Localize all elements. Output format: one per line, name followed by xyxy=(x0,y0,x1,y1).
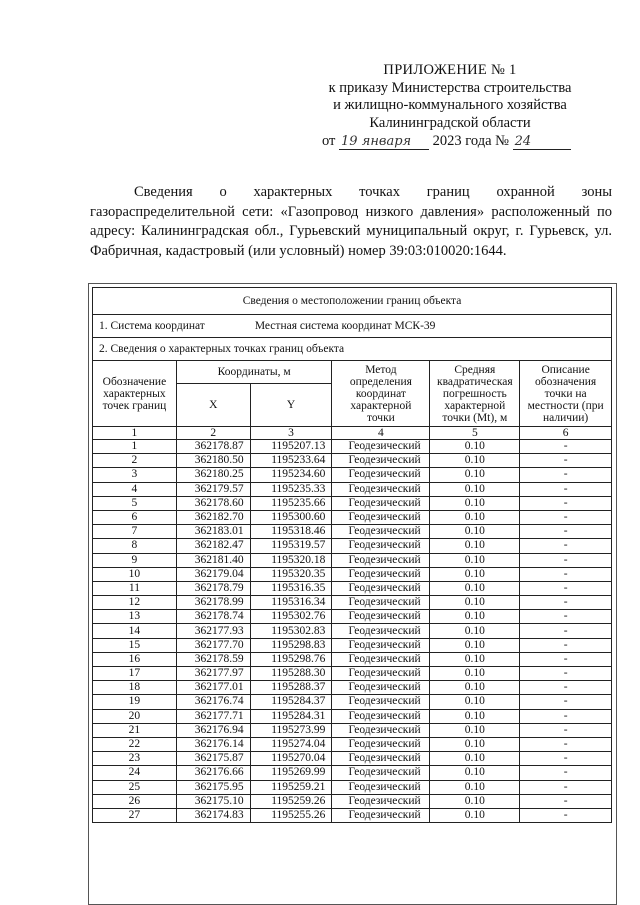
description-cell: - xyxy=(520,709,612,723)
x-coord-cell: 362175.95 xyxy=(176,780,250,794)
header-error: Средняя квадратическая погрешность характерной точки (Mt), м xyxy=(430,361,520,427)
description-cell: - xyxy=(520,667,612,681)
column-number: 3 xyxy=(250,427,332,440)
y-coord-cell: 1195320.35 xyxy=(250,567,332,581)
x-coord-cell: 362180.50 xyxy=(176,454,250,468)
error-cell: 0.10 xyxy=(430,440,520,454)
error-cell: 0.10 xyxy=(430,695,520,709)
point-id-cell: 18 xyxy=(93,681,177,695)
description-cell: - xyxy=(520,652,612,666)
error-cell: 0.10 xyxy=(430,752,520,766)
method-cell: Геодезический xyxy=(332,482,430,496)
method-cell: Геодезический xyxy=(332,567,430,581)
x-coord-cell: 362176.94 xyxy=(176,723,250,737)
description-cell: - xyxy=(520,539,612,553)
table-row xyxy=(93,667,612,681)
x-coord-cell: 362174.83 xyxy=(176,808,250,822)
error-cell: 0.10 xyxy=(430,482,520,496)
description-cell: - xyxy=(520,723,612,737)
error-cell: 0.10 xyxy=(430,581,520,595)
method-cell: Геодезический xyxy=(332,709,430,723)
column-number: 2 xyxy=(176,427,250,440)
x-coord-cell: 362175.10 xyxy=(176,794,250,808)
handwritten-number: 24 xyxy=(513,134,571,150)
method-cell: Геодезический xyxy=(332,780,430,794)
x-coord-cell: 362178.60 xyxy=(176,496,250,510)
appendix-title: ПРИЛОЖЕНИЕ № 1 xyxy=(383,62,517,78)
point-id-cell: 8 xyxy=(93,539,177,553)
method-cell: Геодезический xyxy=(332,525,430,539)
y-coord-cell: 1195288.30 xyxy=(250,667,332,681)
point-id-cell: 7 xyxy=(93,525,177,539)
header-point: Обозначение характерных точек границ xyxy=(93,361,177,427)
points-title: 2. Сведения о характерных точках границ объекта xyxy=(93,338,612,361)
method-cell: Геодезический xyxy=(332,652,430,666)
description-cell: - xyxy=(520,752,612,766)
point-id-cell: 23 xyxy=(93,752,177,766)
x-coord-cell: 362178.99 xyxy=(176,596,250,610)
y-coord-cell: 1195298.76 xyxy=(250,652,332,666)
error-cell: 0.10 xyxy=(430,723,520,737)
error-cell: 0.10 xyxy=(430,780,520,794)
description-cell: - xyxy=(520,496,612,510)
header-description: Описание обозначения точки на местности (при наличии) xyxy=(520,361,612,427)
header-coords: Координаты, м xyxy=(176,361,332,384)
method-cell: Геодезический xyxy=(332,695,430,709)
date-prefix: от xyxy=(322,133,336,149)
error-cell: 0.10 xyxy=(430,681,520,695)
table-row xyxy=(93,440,612,454)
error-cell: 0.10 xyxy=(430,652,520,666)
error-cell: 0.10 xyxy=(430,539,520,553)
method-cell: Геодезический xyxy=(332,581,430,595)
error-cell: 0.10 xyxy=(430,808,520,822)
x-coord-cell: 362180.25 xyxy=(176,468,250,482)
point-id-cell: 6 xyxy=(93,510,177,524)
date-middle: 2023 года № xyxy=(432,133,509,149)
table-body xyxy=(93,440,612,823)
description-cell: - xyxy=(520,581,612,595)
error-cell: 0.10 xyxy=(430,496,520,510)
method-cell: Геодезический xyxy=(332,454,430,468)
y-coord-cell: 1195233.64 xyxy=(250,454,332,468)
error-cell: 0.10 xyxy=(430,525,520,539)
point-id-cell: 22 xyxy=(93,737,177,751)
y-coord-cell: 1195319.57 xyxy=(250,539,332,553)
method-cell: Геодезический xyxy=(332,468,430,482)
intro-paragraph xyxy=(90,183,612,261)
column-number: 5 xyxy=(430,427,520,440)
description-cell: - xyxy=(520,780,612,794)
point-id-cell: 12 xyxy=(93,596,177,610)
y-coord-cell: 1195235.33 xyxy=(250,482,332,496)
table-row xyxy=(93,610,612,624)
y-coord-cell: 1195274.04 xyxy=(250,737,332,751)
method-cell: Геодезический xyxy=(332,638,430,652)
x-coord-cell: 362176.14 xyxy=(176,737,250,751)
y-coord-cell: 1195302.83 xyxy=(250,624,332,638)
y-coord-cell: 1195318.46 xyxy=(250,525,332,539)
point-id-cell: 13 xyxy=(93,610,177,624)
table-row xyxy=(93,454,612,468)
table-row xyxy=(93,624,612,638)
x-coord-cell: 362182.70 xyxy=(176,510,250,524)
table-row xyxy=(93,808,612,822)
error-cell: 0.10 xyxy=(430,638,520,652)
x-coord-cell: 362182.47 xyxy=(176,539,250,553)
error-cell: 0.10 xyxy=(430,624,520,638)
y-coord-cell: 1195320.18 xyxy=(250,553,332,567)
description-cell: - xyxy=(520,440,612,454)
x-coord-cell: 362177.01 xyxy=(176,681,250,695)
description-cell: - xyxy=(520,681,612,695)
description-cell: - xyxy=(520,482,612,496)
method-cell: Геодезический xyxy=(332,610,430,624)
point-id-cell: 17 xyxy=(93,667,177,681)
method-cell: Геодезический xyxy=(332,794,430,808)
x-coord-cell: 362179.04 xyxy=(176,567,250,581)
point-id-cell: 26 xyxy=(93,794,177,808)
y-coord-cell: 1195316.34 xyxy=(250,596,332,610)
header-line-4: Калининградской области xyxy=(369,114,531,131)
x-coord-cell: 362176.74 xyxy=(176,695,250,709)
description-cell: - xyxy=(520,737,612,751)
error-cell: 0.10 xyxy=(430,610,520,624)
method-cell: Геодезический xyxy=(332,766,430,780)
y-coord-cell: 1195284.37 xyxy=(250,695,332,709)
method-cell: Геодезический xyxy=(332,553,430,567)
error-cell: 0.10 xyxy=(430,553,520,567)
description-cell: - xyxy=(520,596,612,610)
x-coord-cell: 362178.87 xyxy=(176,440,250,454)
description-cell: - xyxy=(520,525,612,539)
header-line-3: и жилищно-коммунального хозяйства xyxy=(333,97,567,113)
error-cell: 0.10 xyxy=(430,596,520,610)
table-row xyxy=(93,752,612,766)
error-cell: 0.10 xyxy=(430,737,520,751)
x-coord-cell: 362178.79 xyxy=(176,581,250,595)
error-cell: 0.10 xyxy=(430,468,520,482)
description-cell: - xyxy=(520,610,612,624)
y-coord-cell: 1195269.99 xyxy=(250,766,332,780)
method-cell: Геодезический xyxy=(332,723,430,737)
boundary-points-table xyxy=(92,287,612,823)
intro-text: Сведения о характерных точках границ охранной зоны газораспределительной сети: «Газопровод низкого давления» расположенный по адресу: Калининградская обл., Гурьевский муниципальный округ, г. Гурьевск, ул. Фабричная, кадастровый (или условный) номер 39:03:010020:1644. xyxy=(90,184,612,259)
point-id-cell: 19 xyxy=(93,695,177,709)
description-cell: - xyxy=(520,695,612,709)
point-id-cell: 11 xyxy=(93,581,177,595)
table-row xyxy=(93,737,612,751)
x-coord-cell: 362181.40 xyxy=(176,553,250,567)
table-row xyxy=(93,510,612,524)
error-cell: 0.10 xyxy=(430,667,520,681)
method-cell: Геодезический xyxy=(332,667,430,681)
x-coord-cell: 362179.57 xyxy=(176,482,250,496)
point-id-cell: 20 xyxy=(93,709,177,723)
method-cell: Геодезический xyxy=(332,440,430,454)
x-coord-cell: 362176.66 xyxy=(176,766,250,780)
table-row xyxy=(93,794,612,808)
y-coord-cell: 1195207.13 xyxy=(250,440,332,454)
x-coord-cell: 362177.71 xyxy=(176,709,250,723)
column-number: 4 xyxy=(332,427,430,440)
description-cell: - xyxy=(520,808,612,822)
table-row xyxy=(93,553,612,567)
x-coord-cell: 362177.70 xyxy=(176,638,250,652)
table-row xyxy=(93,695,612,709)
description-cell: - xyxy=(520,766,612,780)
point-id-cell: 27 xyxy=(93,808,177,822)
method-cell: Геодезический xyxy=(332,752,430,766)
table-row xyxy=(93,652,612,666)
description-cell: - xyxy=(520,624,612,638)
column-number: 6 xyxy=(520,427,612,440)
point-id-cell: 1 xyxy=(93,440,177,454)
x-coord-cell: 362178.74 xyxy=(176,610,250,624)
y-coord-cell: 1195234.60 xyxy=(250,468,332,482)
y-coord-cell: 1195235.66 xyxy=(250,496,332,510)
y-coord-cell: 1195284.31 xyxy=(250,709,332,723)
error-cell: 0.10 xyxy=(430,567,520,581)
table-row xyxy=(93,709,612,723)
coord-system-label: 1. Система координат xyxy=(99,320,205,332)
table-row xyxy=(93,525,612,539)
coord-system-value: Местная система координат МСК-39 xyxy=(254,320,436,332)
header-method: Метод определения координат характерной точки xyxy=(332,361,430,427)
description-cell: - xyxy=(520,468,612,482)
method-cell: Геодезический xyxy=(332,681,430,695)
point-id-cell: 4 xyxy=(93,482,177,496)
error-cell: 0.10 xyxy=(430,454,520,468)
description-cell: - xyxy=(520,638,612,652)
error-cell: 0.10 xyxy=(430,766,520,780)
point-id-cell: 2 xyxy=(93,454,177,468)
coord-system-row xyxy=(93,315,612,338)
point-id-cell: 21 xyxy=(93,723,177,737)
table-row xyxy=(93,539,612,553)
error-cell: 0.10 xyxy=(430,510,520,524)
point-id-cell: 3 xyxy=(93,468,177,482)
y-coord-cell: 1195298.83 xyxy=(250,638,332,652)
y-coord-cell: 1195288.37 xyxy=(250,681,332,695)
table-row xyxy=(93,496,612,510)
x-coord-cell: 362177.97 xyxy=(176,667,250,681)
x-coord-cell: 362175.87 xyxy=(176,752,250,766)
handwritten-date: 19 января xyxy=(339,134,429,150)
point-id-cell: 10 xyxy=(93,567,177,581)
method-cell: Геодезический xyxy=(332,624,430,638)
table-row xyxy=(93,681,612,695)
table-row xyxy=(93,638,612,652)
x-coord-cell: 362183.01 xyxy=(176,525,250,539)
description-cell: - xyxy=(520,553,612,567)
table-row xyxy=(93,482,612,496)
method-cell: Геодезический xyxy=(332,596,430,610)
error-cell: 0.10 xyxy=(430,709,520,723)
point-id-cell: 5 xyxy=(93,496,177,510)
header-line-2: к приказу Министерства строительства xyxy=(328,79,572,96)
description-cell: - xyxy=(520,454,612,468)
x-coord-cell: 362178.59 xyxy=(176,652,250,666)
point-id-cell: 16 xyxy=(93,652,177,666)
point-id-cell: 14 xyxy=(93,624,177,638)
x-coord-cell: 362177.93 xyxy=(176,624,250,638)
table-row xyxy=(93,723,612,737)
point-id-cell: 25 xyxy=(93,780,177,794)
y-coord-cell: 1195302.76 xyxy=(250,610,332,624)
order-date-line xyxy=(322,133,592,153)
y-coord-cell: 1195300.60 xyxy=(250,510,332,524)
table-row xyxy=(93,567,612,581)
description-cell: - xyxy=(520,794,612,808)
header-x: X xyxy=(176,384,250,427)
header-y: Y xyxy=(250,384,332,427)
column-number: 1 xyxy=(93,427,177,440)
method-cell: Геодезический xyxy=(332,808,430,822)
y-coord-cell: 1195259.21 xyxy=(250,780,332,794)
method-cell: Геодезический xyxy=(332,737,430,751)
error-cell: 0.10 xyxy=(430,794,520,808)
method-cell: Геодезический xyxy=(332,539,430,553)
method-cell: Геодезический xyxy=(332,510,430,524)
table-row xyxy=(93,780,612,794)
point-id-cell: 24 xyxy=(93,766,177,780)
y-coord-cell: 1195273.99 xyxy=(250,723,332,737)
point-id-cell: 9 xyxy=(93,553,177,567)
method-cell: Геодезический xyxy=(332,496,430,510)
y-coord-cell: 1195316.35 xyxy=(250,581,332,595)
point-id-cell: 15 xyxy=(93,638,177,652)
y-coord-cell: 1195259.26 xyxy=(250,794,332,808)
table-row xyxy=(93,766,612,780)
y-coord-cell: 1195270.04 xyxy=(250,752,332,766)
table-row xyxy=(93,468,612,482)
description-cell: - xyxy=(520,567,612,581)
appendix-header xyxy=(300,62,600,132)
section-title: Сведения о местоположении границ объекта xyxy=(93,288,612,315)
table-row xyxy=(93,596,612,610)
table-row xyxy=(93,581,612,595)
description-cell: - xyxy=(520,510,612,524)
y-coord-cell: 1195255.26 xyxy=(250,808,332,822)
